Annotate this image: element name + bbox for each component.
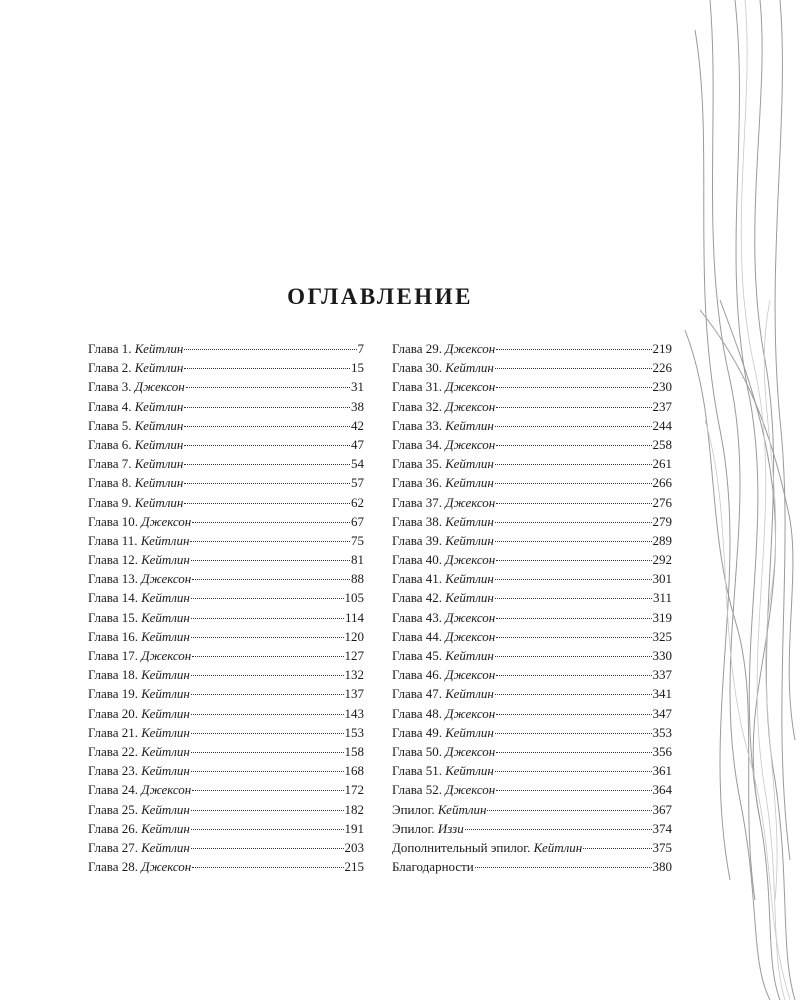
toc-entry-page: 67 xyxy=(351,513,364,529)
toc-entry-label: Глава 28. xyxy=(88,859,139,875)
toc-entry-name: Кейтлин xyxy=(134,398,184,414)
leader-dots xyxy=(496,617,651,619)
toc-entry-name: Джексон xyxy=(445,667,496,683)
toc-entry-name: Кейтлин xyxy=(141,667,190,683)
toc-entry xyxy=(88,742,364,761)
toc-entry-name: Джексон xyxy=(445,436,496,452)
toc-entry-name: Кейтлин xyxy=(141,705,190,721)
toc-entry-name: Кейтлин xyxy=(141,590,190,606)
toc-entry xyxy=(88,665,364,684)
toc-entry-label: Глава 50. xyxy=(392,743,443,759)
toc-entry xyxy=(392,339,672,358)
toc-entry-name: Джексон xyxy=(141,782,192,798)
toc-entry-page: 325 xyxy=(652,628,672,644)
toc-entry-name: Кейтлин xyxy=(141,801,190,817)
toc-entry-label: Глава 34. xyxy=(392,436,443,452)
toc-entry xyxy=(88,646,364,665)
toc-entry-label: Глава 2. xyxy=(88,360,132,376)
toc-entry-name: Джексон xyxy=(445,398,496,414)
toc-entry-label: Глава 47. xyxy=(392,686,443,702)
toc-entry-label: Глава 4. xyxy=(88,398,132,414)
leader-dots xyxy=(496,559,651,561)
leader-dots xyxy=(487,809,651,811)
leader-dots xyxy=(496,406,651,408)
toc-entry-page: 153 xyxy=(344,724,364,740)
leader-dots xyxy=(583,847,651,849)
toc-entry-name: Кейтлин xyxy=(134,341,184,356)
leader-dots xyxy=(465,828,652,830)
toc-entry xyxy=(88,569,364,588)
toc-entry-page: 42 xyxy=(351,417,364,433)
toc-entry-label: Глава 7. xyxy=(88,456,132,472)
toc-entry xyxy=(392,512,672,531)
leader-dots xyxy=(191,636,344,638)
toc-entry xyxy=(88,838,364,857)
toc-entry xyxy=(88,397,364,416)
toc-entry xyxy=(88,608,364,627)
leader-dots xyxy=(191,674,344,676)
toc-entry-page: 289 xyxy=(652,532,672,548)
toc-entry-label: Глава 24. xyxy=(88,782,139,798)
toc-entry xyxy=(392,473,672,492)
toc-entry-page: 375 xyxy=(652,839,672,855)
toc-entry-page: 137 xyxy=(344,686,364,702)
leader-dots xyxy=(184,463,350,465)
leader-dots xyxy=(496,713,651,715)
toc-entry-page: 219 xyxy=(652,341,672,356)
toc-entry-label: Глава 1. xyxy=(88,341,132,356)
toc-column-left xyxy=(88,339,364,876)
toc-entry-label: Эпилог. xyxy=(392,801,435,817)
leader-dots xyxy=(495,521,652,523)
toc-entry xyxy=(392,646,672,665)
leader-dots xyxy=(191,809,344,811)
toc-entry-page: 47 xyxy=(351,436,364,452)
toc-entry xyxy=(392,416,672,435)
toc-entry-name: Кейтлин xyxy=(445,456,494,472)
toc-entry-page: 319 xyxy=(652,609,672,625)
toc-entry-page: 330 xyxy=(652,648,672,663)
toc-entry-name: Кейтлин xyxy=(445,532,494,548)
toc-entry-name: Кейтлин xyxy=(141,552,190,568)
toc-entry xyxy=(88,780,364,799)
toc-entry-name: Кейтлин xyxy=(141,628,190,644)
leader-dots xyxy=(496,789,651,791)
decorative-wavy-lines xyxy=(680,0,800,1000)
toc-entry xyxy=(392,550,672,569)
toc-entry-page: 226 xyxy=(652,360,672,376)
leader-dots xyxy=(191,617,344,619)
toc-entry-name: Кейтлин xyxy=(445,513,494,529)
leader-dots xyxy=(495,425,652,427)
toc-entry-name: Кейтлин xyxy=(140,532,190,548)
leader-dots xyxy=(495,367,652,369)
leader-dots xyxy=(495,482,652,484)
toc-entry xyxy=(392,819,672,838)
toc-entry-page: 31 xyxy=(351,379,364,395)
toc-entry-name: Кейтлин xyxy=(141,839,190,855)
toc-column-right xyxy=(392,339,672,876)
toc-entry-page: 15 xyxy=(351,360,364,376)
toc-entry-page: 292 xyxy=(652,552,672,568)
toc-entry-name: Кейтлин xyxy=(134,494,184,510)
toc-entry-page: 361 xyxy=(652,763,672,779)
leader-dots xyxy=(184,425,350,427)
toc-entry-label: Глава 26. xyxy=(88,820,139,836)
toc-entry xyxy=(392,761,672,780)
toc-entry-label: Глава 22. xyxy=(88,743,139,759)
toc-entry xyxy=(88,800,364,819)
toc-entry-label: Глава 35. xyxy=(392,456,443,472)
toc-entry xyxy=(88,627,364,646)
toc-entry-label: Глава 41. xyxy=(392,571,443,587)
toc-entry-page: 279 xyxy=(652,513,672,529)
toc-entry-label: Благодарности xyxy=(392,859,474,875)
leader-dots xyxy=(184,406,350,408)
toc-entry-page: 7 xyxy=(357,341,364,356)
page-title: ОГЛАВЛЕНИЕ xyxy=(287,284,473,309)
toc-entry-page: 374 xyxy=(652,820,672,836)
leader-dots xyxy=(496,502,651,504)
toc-entry-page: 158 xyxy=(344,743,364,759)
toc-entry-page: 380 xyxy=(652,859,672,875)
toc-entry xyxy=(392,684,672,703)
toc-entry-name: Кейтлин xyxy=(134,456,184,472)
toc-entry xyxy=(392,857,672,876)
leader-dots xyxy=(192,578,350,580)
toc-entry xyxy=(392,397,672,416)
toc-entry-label: Глава 42. xyxy=(392,590,443,606)
toc-entry-name: Кейтлин xyxy=(445,648,494,663)
leader-dots xyxy=(184,367,350,369)
toc-entry-page: 172 xyxy=(344,782,364,798)
toc-entry-label: Дополнительный эпилог. xyxy=(392,839,531,855)
leader-dots xyxy=(495,540,652,542)
toc-entry-page: 75 xyxy=(351,532,364,548)
leader-dots xyxy=(496,444,651,446)
toc-entry-name: Кейтлин xyxy=(134,360,184,376)
toc-entry xyxy=(392,493,672,512)
toc-entry-page: 341 xyxy=(652,686,672,702)
leader-dots xyxy=(191,597,344,599)
toc-entry-label: Глава 20. xyxy=(88,705,139,721)
toc-entry xyxy=(88,339,364,358)
toc-entry xyxy=(392,454,672,473)
toc-entry-name: Джексон xyxy=(445,628,496,644)
toc-entry-label: Глава 21. xyxy=(88,724,139,740)
toc-entry-label: Глава 16. xyxy=(88,628,139,644)
toc-entry xyxy=(88,588,364,607)
toc-entry-name: Джексон xyxy=(445,743,496,759)
toc-entry-page: 57 xyxy=(351,475,364,491)
toc-entry-label: Глава 33. xyxy=(392,417,443,433)
leader-dots xyxy=(184,348,356,350)
toc-entry xyxy=(88,550,364,569)
toc-entry-name: Кейтлин xyxy=(141,609,190,625)
leader-dots xyxy=(184,444,350,446)
toc-entry-name: Кейтлин xyxy=(533,839,583,855)
toc-entry-page: 54 xyxy=(351,456,364,472)
toc-entry-page: 88 xyxy=(351,571,364,587)
toc-entry-page: 182 xyxy=(344,801,364,817)
toc-entry xyxy=(392,838,672,857)
toc-entry-label: Глава 25. xyxy=(88,801,139,817)
toc-entry-name: Кейтлин xyxy=(445,724,494,740)
toc-entry-label: Глава 13. xyxy=(88,571,139,587)
toc-entry-name: Кейтлин xyxy=(141,686,190,702)
toc-entry-label: Глава 32. xyxy=(392,398,443,414)
toc-entry-label: Глава 48. xyxy=(392,705,443,721)
leader-dots xyxy=(496,636,651,638)
leader-dots xyxy=(191,559,350,561)
leader-dots xyxy=(496,386,651,388)
toc-entry xyxy=(88,358,364,377)
toc-entry-label: Глава 29. xyxy=(392,341,443,356)
leader-dots xyxy=(192,655,343,657)
toc-entry-label: Глава 3. xyxy=(88,379,132,395)
toc-entry-page: 244 xyxy=(652,417,672,433)
leader-dots xyxy=(184,502,350,504)
leader-dots xyxy=(191,770,344,772)
toc-entry-label: Глава 46. xyxy=(392,667,443,683)
toc-entry-page: 230 xyxy=(652,379,672,395)
toc-entry-page: 301 xyxy=(652,571,672,587)
toc-entry xyxy=(392,531,672,550)
toc-entry-page: 120 xyxy=(344,628,364,644)
toc-entry-page: 191 xyxy=(344,820,364,836)
toc-entry-page: 356 xyxy=(652,743,672,759)
toc-entry-page: 203 xyxy=(344,839,364,855)
toc-entry-page: 215 xyxy=(344,859,364,875)
toc-entry-page: 276 xyxy=(652,494,672,510)
leader-dots xyxy=(495,770,652,772)
toc-entry-label: Глава 19. xyxy=(88,686,139,702)
leader-dots xyxy=(186,386,350,388)
toc-entry-name: Джексон xyxy=(141,859,192,875)
leader-dots xyxy=(496,751,651,753)
toc-entry-name: Джексон xyxy=(445,705,496,721)
leader-dots xyxy=(496,674,651,676)
toc-entry xyxy=(88,493,364,512)
leader-dots xyxy=(191,847,344,849)
toc-entry xyxy=(392,800,672,819)
leader-dots xyxy=(192,866,343,868)
toc-entry-page: 337 xyxy=(652,667,672,683)
leader-dots xyxy=(495,655,652,657)
toc-entry-name: Джексон xyxy=(141,571,192,587)
toc-entry-name: Кейтлин xyxy=(445,590,494,606)
toc-entry-page: 347 xyxy=(652,705,672,721)
leader-dots xyxy=(191,713,344,715)
leader-dots xyxy=(184,482,350,484)
toc-entry-page: 367 xyxy=(652,801,672,817)
toc-entry xyxy=(88,416,364,435)
toc-entry xyxy=(392,665,672,684)
toc-entry-label: Глава 31. xyxy=(392,379,443,395)
toc-entry-name: Кейтлин xyxy=(445,475,494,491)
toc-entry-label: Глава 43. xyxy=(392,609,443,625)
toc-entry-name: Джексон xyxy=(445,782,496,798)
toc-entry-page: 38 xyxy=(351,398,364,414)
leader-dots xyxy=(495,693,652,695)
toc-entry xyxy=(392,377,672,396)
toc-entry-name: Кейтлин xyxy=(141,724,190,740)
toc-entry xyxy=(88,473,364,492)
toc-entry xyxy=(392,435,672,454)
leader-dots xyxy=(496,348,651,350)
toc-entry-page: 261 xyxy=(652,456,672,472)
toc-entry-label: Глава 36. xyxy=(392,475,443,491)
toc-entry xyxy=(392,358,672,377)
toc-entry-name: Кейтлин xyxy=(445,417,494,433)
toc-entry-page: 127 xyxy=(344,648,364,663)
leader-dots xyxy=(191,828,344,830)
toc-entry-label: Глава 5. xyxy=(88,417,132,433)
toc-entry-name: Джексон xyxy=(445,609,496,625)
toc-entry xyxy=(88,819,364,838)
toc-entry-label: Эпилог. xyxy=(392,820,435,836)
toc-entry-page: 353 xyxy=(652,724,672,740)
toc-entry-name: Кейтлин xyxy=(445,763,494,779)
toc-entry-name: Джексон xyxy=(141,648,192,663)
leader-dots xyxy=(495,732,652,734)
toc-entry-name: Кейтлин xyxy=(437,801,487,817)
toc-entry-page: 364 xyxy=(652,782,672,798)
toc-entry-name: Джексон xyxy=(445,494,496,510)
toc-entry-page: 62 xyxy=(351,494,364,510)
toc-entry-name: Кейтлин xyxy=(141,743,190,759)
toc-entry-label: Глава 14. xyxy=(88,590,139,606)
toc-entry-name: Джексон xyxy=(141,513,192,529)
toc-entry xyxy=(88,454,364,473)
toc-entry-label: Глава 49. xyxy=(392,724,443,740)
toc-entry-label: Глава 52. xyxy=(392,782,443,798)
toc-entry-name: Иззи xyxy=(437,820,464,836)
toc-entry-page: 266 xyxy=(652,475,672,491)
toc-entry xyxy=(392,742,672,761)
toc-entry-label: Глава 9. xyxy=(88,494,132,510)
toc-entry-name: Кейтлин xyxy=(134,417,184,433)
toc-entry-page: 237 xyxy=(652,398,672,414)
toc-entry-label: Глава 38. xyxy=(392,513,443,529)
leader-dots xyxy=(190,540,350,542)
toc-entry xyxy=(88,377,364,396)
toc-entry-name: Кейтлин xyxy=(445,571,494,587)
toc-entry xyxy=(88,684,364,703)
toc-entry-label: Глава 40. xyxy=(392,552,443,568)
toc-entry xyxy=(392,588,672,607)
toc-entry-page: 81 xyxy=(351,552,364,568)
leader-dots xyxy=(192,521,350,523)
toc-entry-page: 105 xyxy=(344,590,364,606)
toc-entry-page: 132 xyxy=(344,667,364,683)
toc-entry-page: 114 xyxy=(344,609,364,625)
toc-entry-label: Глава 44. xyxy=(392,628,443,644)
toc-entry-label: Глава 12. xyxy=(88,552,139,568)
toc-entry xyxy=(392,569,672,588)
toc-entry-label: Глава 30. xyxy=(392,360,443,376)
toc-entry xyxy=(88,531,364,550)
toc-entry xyxy=(88,704,364,723)
toc-entry-label: Глава 37. xyxy=(392,494,443,510)
toc-entry-label: Глава 18. xyxy=(88,667,139,683)
toc-entry xyxy=(392,780,672,799)
toc-entry-page: 311 xyxy=(652,590,672,606)
toc-entry-label: Глава 45. xyxy=(392,648,443,663)
toc-entry xyxy=(392,704,672,723)
toc-entry-label: Глава 39. xyxy=(392,532,443,548)
toc-entry xyxy=(392,723,672,742)
toc-entry xyxy=(392,608,672,627)
toc-entry-label: Глава 6. xyxy=(88,436,132,452)
toc-entry-label: Глава 11. xyxy=(88,532,138,548)
toc-entry-label: Глава 27. xyxy=(88,839,139,855)
toc-entry-name: Кейтлин xyxy=(141,763,190,779)
toc-entry-page: 258 xyxy=(652,436,672,452)
toc-entry-label: Глава 51. xyxy=(392,763,443,779)
toc-entry xyxy=(88,723,364,742)
leader-dots xyxy=(495,578,652,580)
toc-entry-name: Джексон xyxy=(134,379,185,395)
leader-dots xyxy=(191,732,344,734)
toc-entry-label: Глава 15. xyxy=(88,609,139,625)
toc-entry-label: Глава 23. xyxy=(88,763,139,779)
toc-entry-page: 168 xyxy=(344,763,364,779)
leader-dots xyxy=(192,789,343,791)
toc-entry-name: Кейтлин xyxy=(141,820,190,836)
toc-entry xyxy=(88,512,364,531)
toc-entry-name: Джексон xyxy=(445,552,496,568)
toc-entry-label: Глава 8. xyxy=(88,475,132,491)
toc-entry-name: Кейтлин xyxy=(445,686,494,702)
leader-dots xyxy=(475,866,652,868)
leader-dots xyxy=(495,597,652,599)
toc-entry xyxy=(392,627,672,646)
leader-dots xyxy=(191,751,344,753)
toc-entry-page: 143 xyxy=(344,705,364,721)
toc-entry-label: Глава 10. xyxy=(88,513,139,529)
toc-entry-name: Джексон xyxy=(445,379,496,395)
toc-entry-name: Кейтлин xyxy=(134,475,184,491)
toc-entry xyxy=(88,857,364,876)
toc-entry xyxy=(88,761,364,780)
toc-entry-name: Джексон xyxy=(445,341,496,356)
toc-entry-name: Кейтлин xyxy=(134,436,184,452)
leader-dots xyxy=(495,463,652,465)
toc-entry xyxy=(88,435,364,454)
toc-entry-name: Кейтлин xyxy=(445,360,494,376)
toc-entry-label: Глава 17. xyxy=(88,648,139,663)
leader-dots xyxy=(191,693,344,695)
